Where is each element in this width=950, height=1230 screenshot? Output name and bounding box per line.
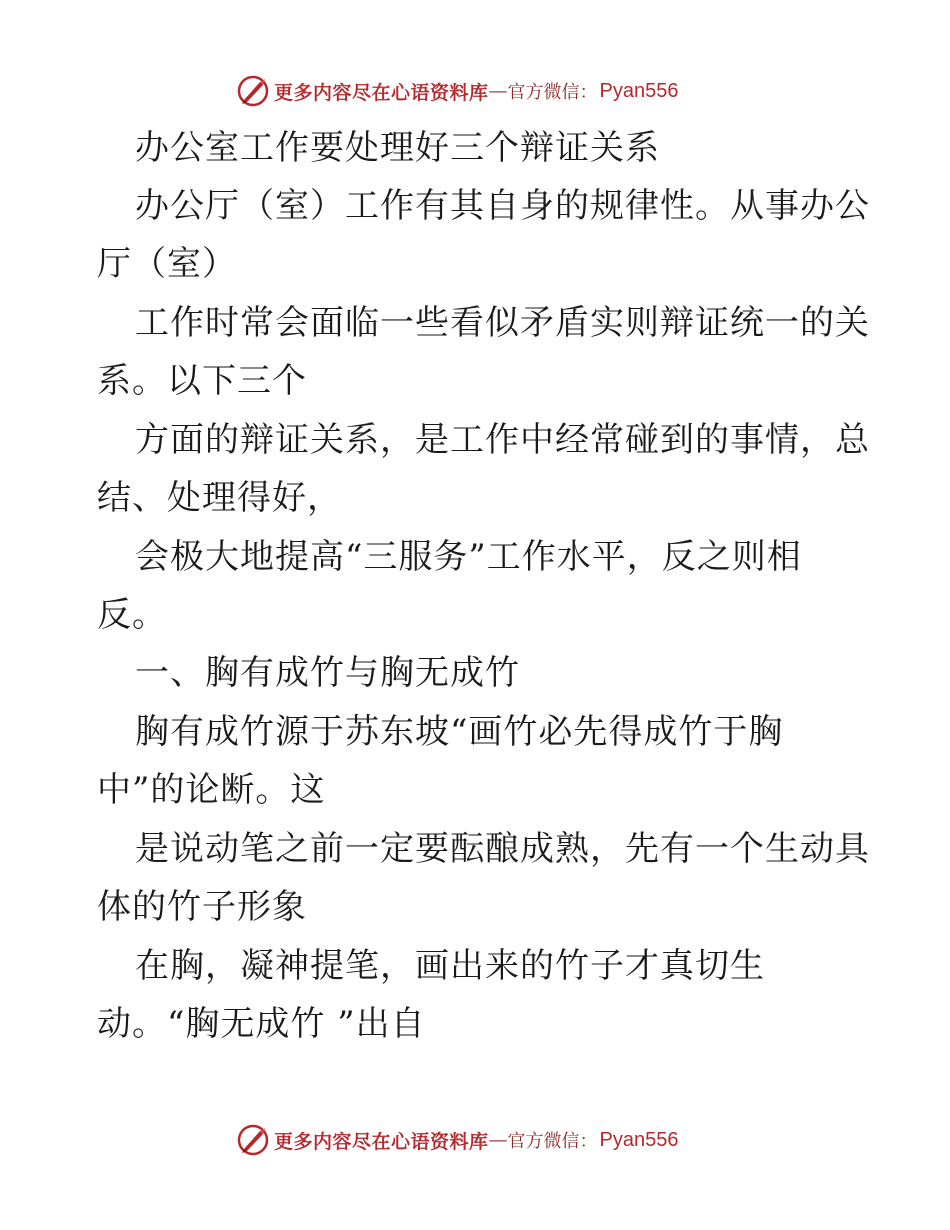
footer-watermark-banner — [236, 1122, 678, 1158]
banner-wechat-label: 官方微信： — [507, 82, 598, 103]
banner-lead-text: 更多内容尽在心语资料库 — [274, 1130, 489, 1153]
paragraph-line: 系。以下三个 — [97, 361, 307, 401]
document-title: 办公室工作要处理好三个辩证关系 — [135, 128, 660, 168]
paragraph-line: 体的竹子形象 — [97, 887, 307, 927]
quill-pen-logo-icon — [236, 1123, 270, 1157]
paragraph-line: 中”的论断。这 — [97, 770, 326, 810]
section-heading: 一、胸有成竹与胸无成竹 — [135, 653, 520, 693]
paragraph-line: 方面的辩证关系，是工作中经常碰到的事情，总 — [135, 420, 870, 460]
banner-lead-text: 更多内容尽在心语资料库 — [274, 81, 489, 104]
paragraph-line: 厅（室） — [97, 244, 237, 284]
paragraph-line: 胸有成竹源于苏东坡“画竹必先得成竹于胸 — [135, 712, 784, 752]
banner-wechat-label: 官方微信： — [507, 1131, 598, 1152]
paragraph-line: 动。“胸无成竹 ”出自 — [97, 1004, 426, 1044]
paragraph-line: 会极大地提高“三服务”工作水平，反之则相 — [135, 537, 802, 577]
banner-wechat-handle: Pyan556 — [599, 1128, 679, 1151]
header-watermark-banner — [236, 73, 678, 109]
quill-pen-logo-icon — [236, 74, 270, 108]
paragraph-line: 工作时常会面临一些看似矛盾实则辩证统一的关 — [135, 303, 870, 343]
banner-separator: — — [488, 80, 508, 102]
paragraph-line: 结、处理得好， — [97, 478, 342, 518]
banner-separator: — — [488, 1129, 508, 1151]
paragraph-line: 是说动笔之前一定要酝酿成熟，先有一个生动具 — [135, 829, 870, 869]
paragraph-line: 办公厅（室）工作有其自身的规律性。从事办公 — [135, 186, 870, 226]
paragraph-line: 在胸，凝神提笔，画出来的竹子才真切生 — [135, 946, 765, 986]
banner-wechat-handle: Pyan556 — [599, 79, 679, 102]
paragraph-line: 反。 — [97, 595, 167, 635]
